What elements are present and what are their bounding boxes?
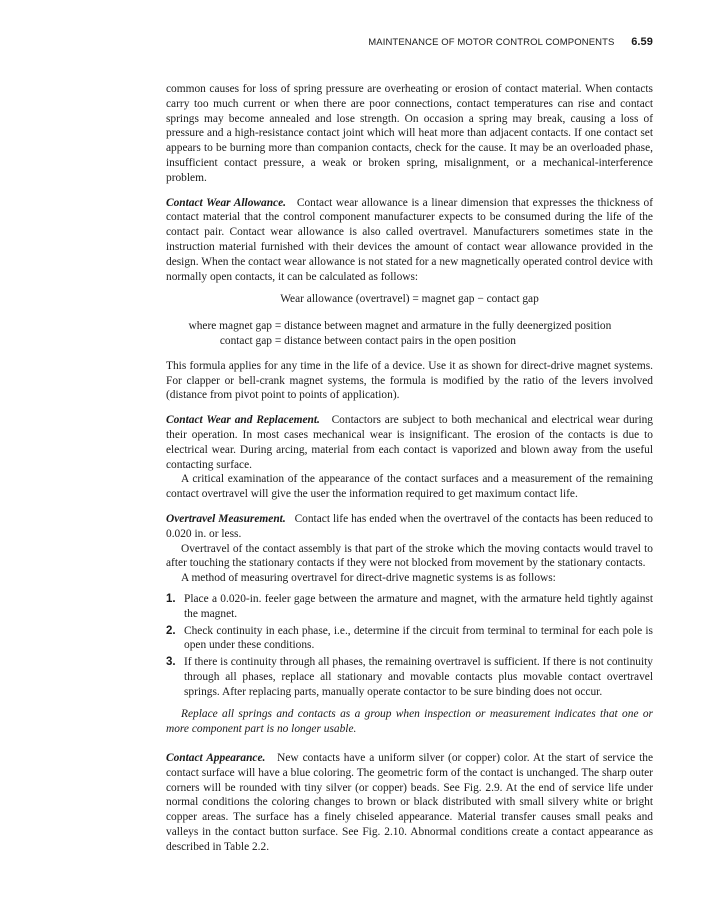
wear-allowance-formula: Wear allowance (overtravel) = magnet gap − contact gap <box>280 293 539 306</box>
overtravel-steps-list <box>166 592 653 700</box>
page-body <box>166 82 653 855</box>
formula-application-paragraph: This formula applies for any time in the life of a device. Use it as shown for direct-drive magnet systems. For clapper or bell-crank magnet systems, the formula is modified by the ratio of the levers involved (distance from pivot point to points of application). <box>166 359 653 402</box>
list-item-text: If there is continuity through all phases, the remaining overtravel is sufficient. If there is not continuity through all phases, replace all stationary and movable contacts plus movable contact overtravel springs. After replacing parts, manually operate contactor to be sure binding does not occur. <box>184 656 653 698</box>
running-header-title: MAINTENANCE OF MOTOR CONTROL COMPONENTS <box>368 37 615 48</box>
definition-magnet-gap-term: where magnet gap <box>188 320 272 333</box>
list-item <box>166 655 653 699</box>
wear-allowance-heading: Contact Wear Allowance. <box>166 196 286 209</box>
definition-magnet-gap <box>166 319 653 334</box>
appearance-paragraph <box>166 751 653 855</box>
definition-contact-gap <box>166 334 653 349</box>
definition-magnet-gap-text: = distance between magnet and armature in the fully deenergized position <box>274 320 612 333</box>
appearance-text: New contacts have a uniform silver (or copper) color. At the start of service the contact surface will have a blue coloring. The geometric form of the contact is unchanged. The sharp outer corners will be rounded with tiny silver (or copper) beads. See Fig. 2.9. At the end of service life under normal conditions the coloring changes to brown or black distributed with small silvery white or bright copper areas. The surface has a finely chiseled appearance. Material transfer causes small peaks and valleys in the contact button surface. See Fig. 2.10. Abnormal conditions create a contact appearance as described in Table 2.2. <box>166 752 654 853</box>
wear-allowance-text: Contact wear allowance is a linear dimension that expresses the thickness of contact material that the control component manufacturer expects to be consumed during the life of the contact pair. Contact wear allowance is also called overtravel. Manufacturers sometimes state in the instruction material furnished with their devices the amount of contact wear allowance provided in the design. When the contact wear allowance is not stated for a new magnetically operated control device with normally open contacts, it can be calculated as follows: <box>166 196 653 283</box>
overtravel-heading: Overtravel Measurement. <box>166 512 286 525</box>
definition-contact-gap-text: = distance between contact pairs in the open position <box>274 334 516 347</box>
wear-replacement-text: Contactors are subject to both mechanical and electrical wear during their operation. In most cases mechanical wear is insignificant. The erosion of the contacts is due to electrical wear. During arcing, material from each contact is vaporized and blown away from the useful contacting surface. <box>166 414 654 471</box>
overtravel-paragraph <box>166 512 653 542</box>
list-item-number: 3. <box>166 656 176 669</box>
list-item-text: Place a 0.020-in. feeler gage between the armature and magnet, with the armature held tightly against the magnet. <box>184 592 653 620</box>
overtravel-text: Contact life has ended when the overtravel of the contacts has been reduced to 0.020 in. or less. <box>166 512 653 540</box>
formula-definitions <box>166 319 653 349</box>
wear-replacement-paragraph-2: A critical examination of the appearance of the contact surfaces and a measurement of the remaining contact overtravel will give the user the information required to get maximum contact life. <box>166 473 653 501</box>
intro-paragraph: common causes for loss of spring pressure are overheating or erosion of contact material. When contacts carry too much current or when there are poor connections, contact temperatures can rise and contact springs may become annealed and lose strength. On occasion a spring may break, causing a loss of pressure and a high-resistance contact joint which will heat more than adjacent contacts. If one contact set appears to be burning more than companion contacts, check for the cause. It may be an overloaded phase, insufficient contact pressure, a weak or broken spring, misalignment, or a mechanical-interference problem. <box>166 83 653 184</box>
list-item <box>166 624 653 654</box>
overtravel-note: Replace all springs and contacts as a group when inspection or measurement indicates that one or more component part is no longer usable. <box>166 708 653 736</box>
wear-allowance-paragraph <box>166 196 653 285</box>
appearance-heading: Contact Appearance. <box>166 752 266 765</box>
list-item <box>166 592 653 622</box>
list-item-number: 1. <box>166 592 176 605</box>
overtravel-paragraph-3: A method of measuring overtravel for direct-drive magnetic systems is as follows: <box>181 572 556 585</box>
wear-replacement-paragraph <box>166 413 653 472</box>
wear-replacement-heading: Contact Wear and Replacement. <box>166 414 320 427</box>
list-item-number: 2. <box>166 624 176 637</box>
page-number: 6.59 <box>631 36 653 48</box>
list-item-text: Check continuity in each phase, i.e., determine if the circuit from terminal to terminal for each pole is open under these conditions. <box>184 624 653 652</box>
definition-contact-gap-term: contact gap <box>219 334 272 347</box>
running-header <box>166 36 653 54</box>
overtravel-paragraph-2: Overtravel of the contact assembly is that part of the stroke which the moving contacts would travel to after touching the stationary contacts if they were not blocked from movement by the stationary contacts. <box>166 542 653 570</box>
